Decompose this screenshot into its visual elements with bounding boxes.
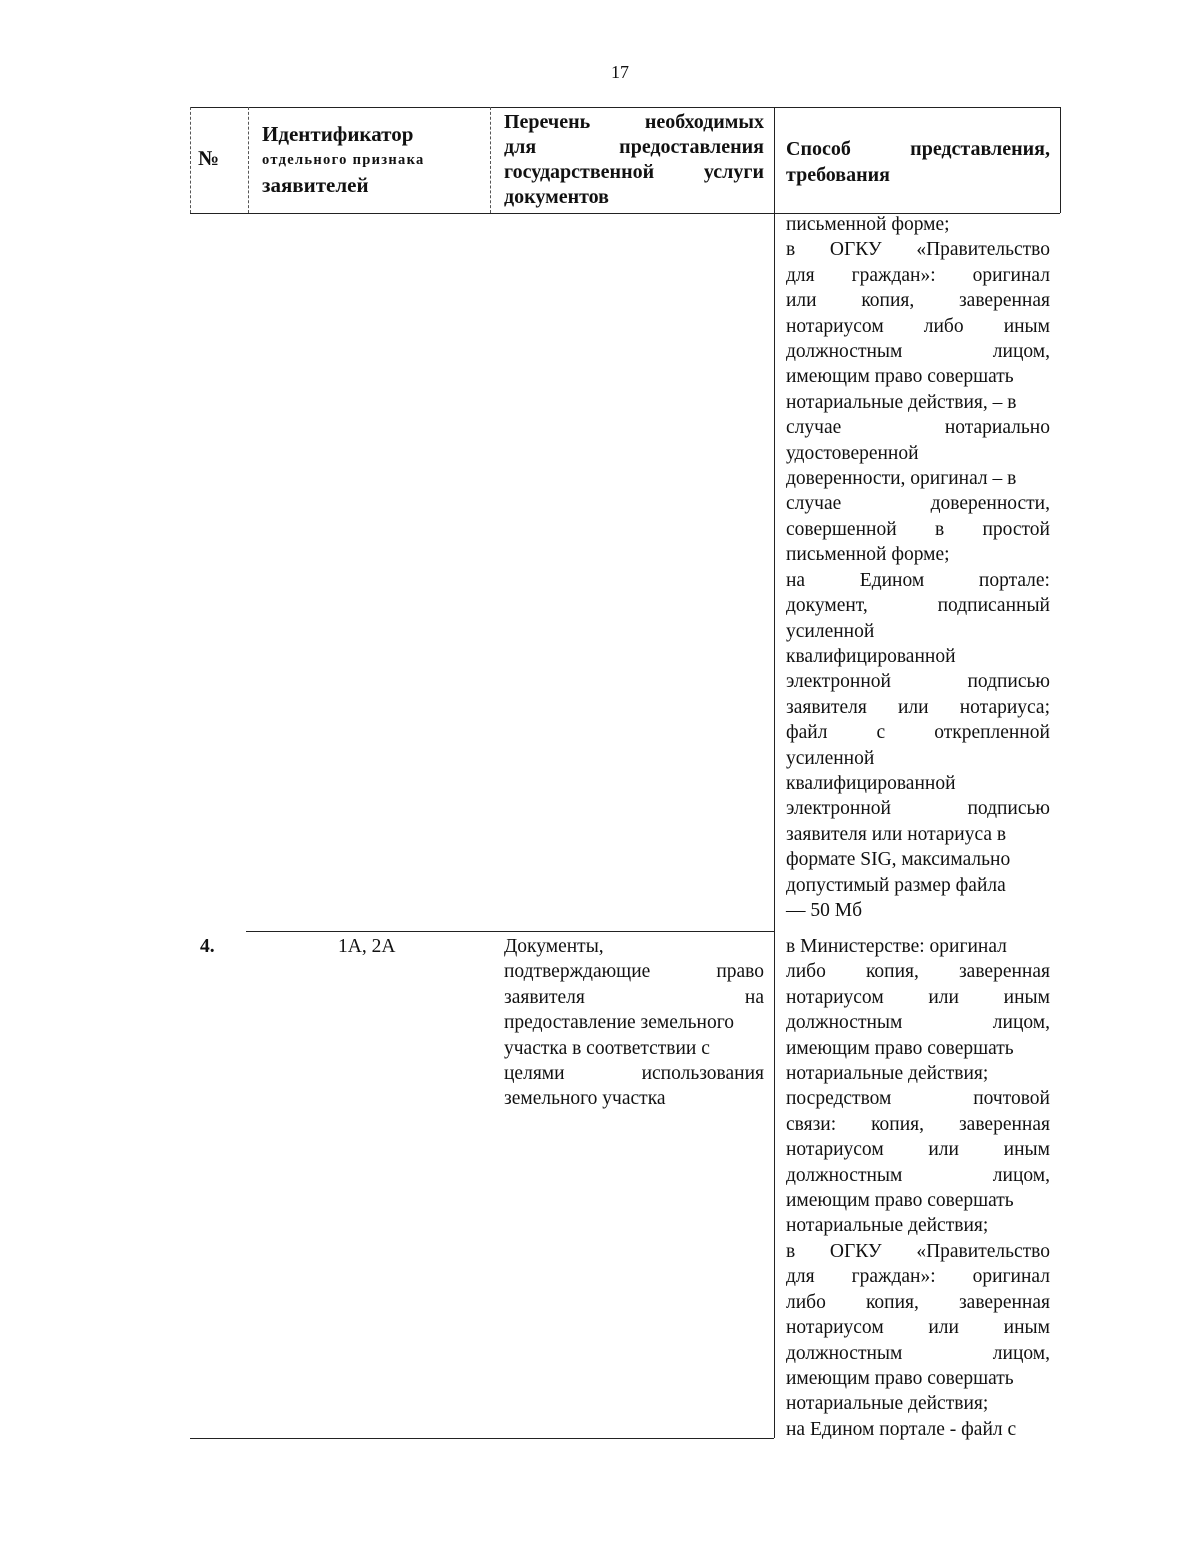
header-documents-line <box>504 110 764 135</box>
row4-method-line <box>786 1391 1050 1416</box>
row4-method-line <box>786 1290 1050 1315</box>
header-method-line <box>786 162 1050 188</box>
continuation-method-word: файл <box>786 722 828 744</box>
continuation-method-word: Едином <box>859 569 925 591</box>
header-col3-left-border <box>490 107 491 213</box>
continuation-method-word: письменной форме; <box>786 214 950 235</box>
continuation-method-line <box>786 542 1050 567</box>
continuation-method-word: «Правительство <box>916 239 1050 261</box>
header-documents-word: документов <box>504 186 609 208</box>
row4-documents-line <box>504 934 764 959</box>
continuation-method-word: для <box>786 264 815 286</box>
table-bottom-border <box>190 1438 774 1439</box>
row4-method-word: нотариальные действия; <box>786 1215 989 1237</box>
row4-method-line <box>786 1213 1050 1238</box>
continuation-method-line <box>786 314 1050 339</box>
continuation-method-word: нотариально <box>944 417 1050 439</box>
continuation-method-word: доверенности, <box>930 493 1050 515</box>
row4-method-word: связи: <box>786 1113 837 1135</box>
row4-documents-word: заявителя <box>504 986 585 1008</box>
row4-method-word: иным <box>1003 986 1050 1008</box>
continuation-method-word: нотариальные действия, – в <box>786 391 1017 413</box>
continuation-method-word: простой <box>982 518 1050 540</box>
header-documents-word: Перечень <box>504 111 591 133</box>
continuation-method-line <box>786 898 1050 923</box>
row4-method-word: должностным <box>786 1012 903 1034</box>
row4-method-word: имеющим право совершать <box>786 1190 1014 1212</box>
row4-documents-line <box>504 1010 764 1035</box>
row4-method-word: заверенная <box>958 961 1050 983</box>
row4-documents-word: целями <box>504 1063 565 1085</box>
row4-method-word: нотариусом <box>786 1317 884 1339</box>
continuation-method-line <box>786 644 1050 669</box>
row4-method-line <box>786 1163 1050 1188</box>
continuation-method-word: с <box>876 722 886 744</box>
continuation-method-word: ОГКУ <box>829 239 882 261</box>
continuation-method-word: усиленной <box>786 620 875 642</box>
row4-documents-word: Документы, <box>504 936 604 957</box>
header-identifier-line3: заявителей <box>262 173 369 197</box>
row4-method-line <box>786 1264 1050 1289</box>
row4-method-word: лицом, <box>992 1012 1050 1034</box>
header-number-column <box>198 146 219 171</box>
continuation-method-word: документ, <box>786 595 868 617</box>
continuation-method-word: квалифицированной <box>786 772 956 794</box>
row4-method-word: нотариальные действия; <box>786 1393 989 1415</box>
continuation-method-word: случае <box>786 417 842 439</box>
row4-documents-word: подтверждающие <box>504 961 651 983</box>
row4-method-line <box>786 934 1050 959</box>
row4-method-word: или <box>928 986 959 1008</box>
row4-documents-line <box>504 985 764 1010</box>
continuation-method-word: или <box>898 696 929 718</box>
header-documents-word: предоставления <box>619 136 764 158</box>
continuation-method-line <box>786 720 1050 745</box>
page-number: 17 <box>611 62 629 82</box>
continuation-method-line <box>786 517 1050 542</box>
row4-method-cell <box>786 934 1050 1442</box>
row4-method-line <box>786 1086 1050 1111</box>
row4-method-word: нотариусом <box>786 1139 884 1161</box>
continuation-method-line <box>786 415 1050 440</box>
continuation-method-word: имеющим право совершать <box>786 366 1014 388</box>
header-documents-line <box>504 160 764 185</box>
continuation-method-word: допустимый размер файла <box>786 874 1006 896</box>
row4-method-line <box>786 1010 1050 1035</box>
row4-method-word: нотариусом <box>786 986 884 1008</box>
row4-method-line <box>786 1417 1050 1442</box>
continuation-method-line <box>786 237 1050 262</box>
row4-method-word: на Едином портале - файл с <box>786 1418 1017 1440</box>
row4-method-word: граждан»: <box>851 1266 936 1288</box>
continuation-method-line <box>786 746 1050 771</box>
header-identifier-line2: отдельного признака <box>262 152 425 168</box>
col4-left-border <box>774 107 775 1438</box>
continuation-method-line <box>786 695 1050 720</box>
row4-number: 4. <box>200 936 215 957</box>
row4-documents-word: земельного участка <box>504 1088 666 1110</box>
header-method-word: Способ <box>786 138 851 160</box>
header-documents-line <box>504 135 764 160</box>
row4-method-word: либо <box>786 961 826 983</box>
continuation-method-word: электронной <box>786 798 891 820</box>
header-documents-word: для <box>504 136 537 158</box>
row4-method-line <box>786 1188 1050 1213</box>
header-col1-left-border <box>190 107 191 213</box>
continuation-method-word: в <box>934 518 945 540</box>
row4-identifier: 1А, 2А <box>338 936 396 957</box>
row4-method-word: оригинал <box>972 1266 1050 1288</box>
continuation-method-word: письменной форме; <box>786 544 950 566</box>
continuation-method-line <box>786 212 1050 237</box>
continuation-method-line <box>786 339 1050 364</box>
row4-method-word: заверенная <box>958 1113 1050 1135</box>
header-method-word: требования <box>786 164 890 186</box>
row4-method-word: посредством <box>786 1088 892 1110</box>
row4-method-word: иным <box>1003 1139 1050 1161</box>
row4-method-line <box>786 1315 1050 1340</box>
header-col2-left-border <box>248 107 249 213</box>
row4-method-line <box>786 1366 1050 1391</box>
row4-method-word: ОГКУ <box>829 1240 882 1262</box>
row4-method-word: в Министерстве: оригинал <box>786 936 1007 957</box>
header-method-word: представления, <box>910 138 1050 160</box>
continuation-method-word: на <box>786 569 806 591</box>
row4-method-line <box>786 1061 1050 1086</box>
continuation-method-line <box>786 390 1050 415</box>
row4-method-word: для <box>786 1266 815 1288</box>
row4-documents-word: право <box>716 961 764 983</box>
continuation-method-word: должностным <box>786 341 903 363</box>
continuation-method-word: подписанный <box>937 595 1050 617</box>
continuation-method-word: заявителя <box>786 696 867 718</box>
continuation-method-line <box>786 771 1050 796</box>
continuation-method-line <box>786 491 1050 516</box>
header-identifier-column <box>262 120 484 198</box>
continuation-method-word: открепленной <box>934 722 1050 744</box>
continuation-method-line <box>786 593 1050 618</box>
continuation-method-word: электронной <box>786 671 891 693</box>
header-identifier-line1: Идентификатор <box>262 122 414 146</box>
row4-method-word: иным <box>1003 1317 1050 1339</box>
row4-method-line <box>786 1137 1050 1162</box>
continuation-method-word: квалифицированной <box>786 645 956 667</box>
row4-method-word: копия, <box>871 1113 925 1135</box>
continuation-method-word: случае <box>786 493 842 515</box>
row4-method-word: имеющим право совершать <box>786 1367 1014 1389</box>
continuation-method-line <box>786 263 1050 288</box>
row4-documents-word: использования <box>641 1063 764 1085</box>
continuation-method-line <box>786 364 1050 389</box>
continuation-method-word: формате SIG, максимально <box>786 849 1011 871</box>
continuation-method-line <box>786 466 1050 491</box>
continuation-method-word: портале: <box>978 569 1050 591</box>
row4-method-line <box>786 1239 1050 1264</box>
row4-method-word: в <box>786 1240 796 1262</box>
continuation-method-word: граждан»: <box>851 264 936 286</box>
row4-documents-line <box>504 1036 764 1061</box>
row4-method-word: должностным <box>786 1342 903 1364</box>
row4-method-word: или <box>928 1317 959 1339</box>
header-documents-word: государственной <box>504 161 655 183</box>
header-documents-word: услуги <box>703 161 764 183</box>
continuation-method-word: — 50 Мб <box>786 899 863 921</box>
row4-documents-line <box>504 959 764 984</box>
row4-method-word: должностным <box>786 1164 903 1186</box>
continuation-method-word: усиленной <box>786 747 875 769</box>
header-method-line <box>786 136 1050 162</box>
continuation-method-line <box>786 669 1050 694</box>
continuation-method-cell <box>786 212 1050 923</box>
row4-documents-cell <box>504 934 764 1112</box>
row4-method-word: копия, <box>865 1291 919 1313</box>
row4-top-border <box>246 931 774 932</box>
continuation-method-word: нотариусом <box>786 315 884 337</box>
row4-method-word: лицом, <box>992 1342 1050 1364</box>
continuation-method-word: заявителя или нотариуса в <box>786 823 1007 845</box>
row4-method-word: имеющим право совершать <box>786 1037 1014 1059</box>
row4-method-word: лицом, <box>992 1164 1050 1186</box>
continuation-method-line <box>786 873 1050 898</box>
row4-method-line <box>786 1341 1050 1366</box>
number-sign: № <box>198 146 220 170</box>
continuation-method-word: в <box>786 239 796 261</box>
continuation-method-line <box>786 822 1050 847</box>
continuation-method-line <box>786 796 1050 821</box>
continuation-method-word: удостоверенной <box>786 442 919 464</box>
table-top-border <box>190 107 1060 108</box>
row4-method-word: либо <box>786 1291 826 1313</box>
header-documents-column <box>504 110 764 210</box>
continuation-method-word: заверенная <box>958 290 1050 312</box>
row4-method-word: почтовой <box>973 1088 1050 1110</box>
row4-documents-line <box>504 1086 764 1111</box>
header-documents-word: необходимых <box>644 111 764 133</box>
header-documents-line <box>504 185 764 210</box>
continuation-method-word: или <box>786 290 817 312</box>
row4-method-word: копия, <box>865 961 919 983</box>
row4-method-word: нотариальные действия; <box>786 1063 989 1085</box>
continuation-method-word: оригинал <box>972 264 1050 286</box>
continuation-method-word: подписью <box>967 798 1050 820</box>
continuation-method-word: нотариуса; <box>959 696 1050 718</box>
table-right-border <box>1060 107 1061 213</box>
continuation-method-line <box>786 568 1050 593</box>
row4-documents-word: предоставление земельного <box>504 1012 734 1034</box>
continuation-method-word: совершенной <box>786 518 897 540</box>
row4-method-line <box>786 1112 1050 1137</box>
header-method-column <box>786 136 1050 188</box>
continuation-method-word: либо <box>923 315 964 337</box>
continuation-method-line <box>786 847 1050 872</box>
row4-method-line <box>786 959 1050 984</box>
row4-method-word: «Правительство <box>916 1240 1050 1262</box>
continuation-method-word: копия, <box>861 290 915 312</box>
row4-method-word: или <box>928 1139 959 1161</box>
continuation-method-word: подписью <box>967 671 1050 693</box>
row4-documents-word: на <box>744 986 764 1008</box>
continuation-method-line <box>786 288 1050 313</box>
continuation-method-word: иным <box>1003 315 1050 337</box>
continuation-method-line <box>786 441 1050 466</box>
row4-documents-word: участка в соответствии с <box>504 1037 710 1059</box>
row4-method-line <box>786 985 1050 1010</box>
row4-method-line <box>786 1036 1050 1061</box>
continuation-method-word: доверенности, оригинал – в <box>786 468 1017 490</box>
row4-documents-line <box>504 1061 764 1086</box>
continuation-method-line <box>786 619 1050 644</box>
continuation-method-word: лицом, <box>992 341 1050 363</box>
row4-method-word: заверенная <box>958 1291 1050 1313</box>
